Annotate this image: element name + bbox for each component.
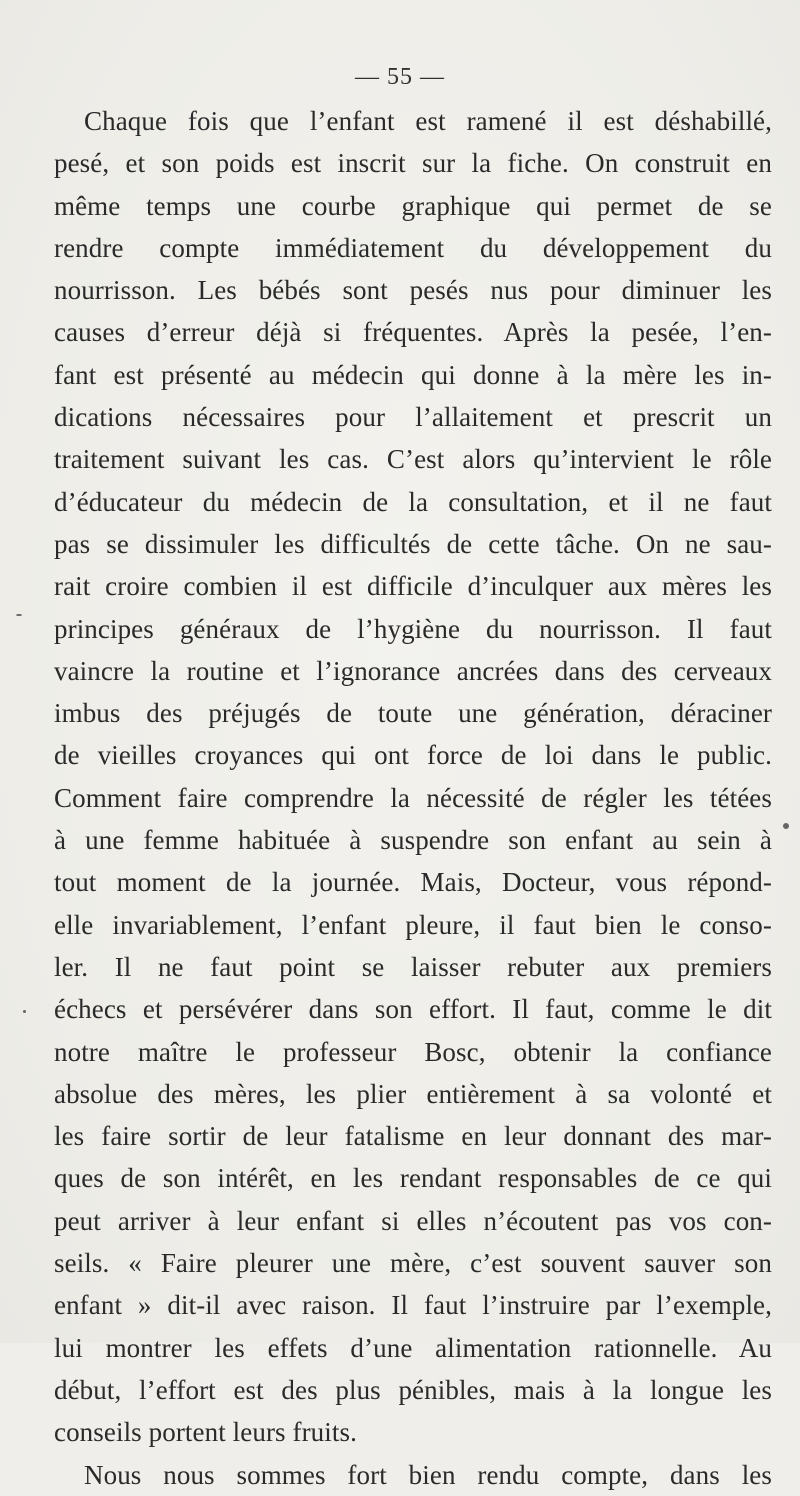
text-line: à une femme habituée à suspendre son enfant au sein à (54, 825, 772, 856)
text-line: principes généraux de l’hygiène du nourrisson. Il faut (54, 613, 772, 644)
page-number: — 55 — (355, 64, 445, 90)
text-line: rait croire combien il est difficile d’inculquer aux mères les (54, 571, 772, 602)
text-line: les faire sortir de leur fatalisme en leur donnant des mar- (54, 1121, 772, 1152)
text-line: Comment faire comprendre la nécessité de régler les tétées (54, 782, 772, 813)
text-line: causes d’erreur déjà si fréquentes. Après la pesée, l’en- (54, 317, 772, 348)
text-line: fant est présenté au médecin qui donne à la mère les in- (54, 359, 772, 390)
text-line: pesé, et son poids est inscrit sur la fiche. On construit en (54, 148, 772, 179)
text-line: lui montrer les effets d’une alimentation rationnelle. Au (54, 1332, 772, 1363)
text-line: seils. « Faire pleurer une mère, c’est souvent sauver son (54, 1248, 772, 1279)
text-line: absolue des mères, les plier entièrement à sa volonté et (54, 1078, 772, 1109)
text-line: traitement suivant les cas. C’est alors qu’intervient le rôle (54, 444, 772, 475)
text-line: même temps une courbe graphique qui permet de se (54, 190, 772, 221)
text-line: vaincre la routine et l’ignorance ancrées dans des cerveaux (54, 655, 772, 686)
text-line: peut arriver à leur enfant si elles n’écoutent pas vos con- (54, 1205, 772, 1236)
text-line: rendre compte immédiatement du développement du (54, 232, 772, 263)
ink-speck (16, 614, 22, 616)
text-line: tout moment de la journée. Mais, Docteur, vous répond- (54, 867, 772, 898)
text-line: Nous nous sommes fort bien rendu compte, dans les (84, 1459, 772, 1490)
body-paragraph (54, 100, 772, 1496)
text-line: début, l’effort est des plus pénibles, mais à la longue les (54, 1374, 772, 1405)
text-line: conseils portent leurs fruits. (54, 1417, 357, 1448)
text-line: d’éducateur du médecin de la consultation, et il ne faut (54, 486, 772, 517)
text-line: Chaque fois que l’enfant est ramené il est déshabillé, (84, 106, 772, 136)
text-line: ler. Il ne faut point se laisser rebuter aux premiers (54, 951, 772, 982)
ink-speck (783, 823, 789, 829)
text-line: nourrisson. Les bébés sont pesés nus pour diminuer les (54, 275, 772, 306)
text-line: dications nécessaires pour l’allaitement et prescrit un (54, 402, 772, 433)
text-line: enfant » dit-il avec raison. Il faut l’instruire par l’exemple, (54, 1290, 772, 1321)
text-line: de vieilles croyances qui ont force de loi dans le public. (54, 740, 772, 771)
text-line: ques de son intérêt, en les rendant responsables de ce qui (54, 1163, 772, 1194)
text-line: échecs et persévérer dans son effort. Il faut, comme le dit (54, 994, 772, 1025)
text-line: pas se dissimuler les difficultés de cette tâche. On ne sau- (54, 528, 772, 559)
text-line: elle invariablement, l’enfant pleure, il faut bien le conso- (54, 909, 772, 940)
ink-speck (23, 1010, 26, 1013)
text-line: imbus des préjugés de toute une génération, déraciner (54, 698, 772, 729)
text-line: notre maître le professeur Bosc, obtenir la confiance (54, 1036, 772, 1067)
